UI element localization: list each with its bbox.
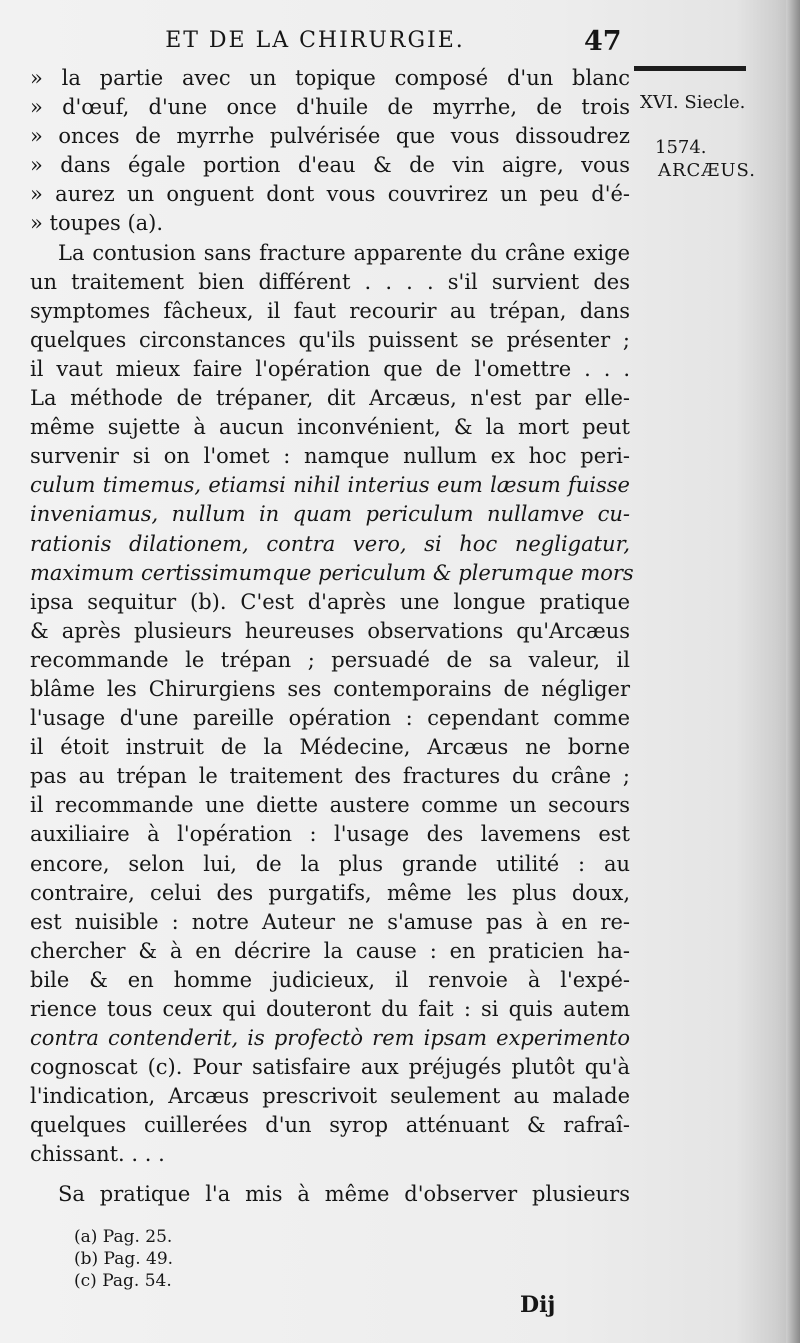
footnote-b: (b) Pag. 49. (74, 1249, 174, 1269)
text-line: encore, selon lui, de la plus grande utilité : au (30, 851, 630, 876)
text-line: l'usage d'une pareille opération : cependant comme (30, 706, 630, 731)
text-line: l'indication, Arcæus prescrivoit seulement au malade (30, 1084, 630, 1109)
body-text (30, 64, 634, 1209)
text-line: Sa pratique l'a mis à même d'observer plusieurs (58, 1181, 630, 1206)
signature-mark: Dij (520, 1292, 556, 1318)
text-line: symptomes fâcheux, il faut recourir au trépan, dans (30, 298, 630, 323)
text-line: ipsa sequitur (b). C'est d'après une longue pratique (30, 589, 630, 614)
text-line: un traitement bien différent . . . . s'il survient des (30, 269, 630, 294)
text-line: survenir si on l'omet : namque nullum ex hoc peri- (30, 444, 630, 469)
text-line: contra contenderit, is profectò rem ipsam experimento (30, 1026, 630, 1051)
text-line: cognoscat (c). Pour satisfaire aux préjugés plutôt qu'à (30, 1055, 630, 1080)
footnotes (74, 1226, 173, 1292)
text-line: il vaut mieux faire l'opération que de l'omettre . . . (30, 356, 630, 381)
text-line: » dans égale portion d'eau & de vin aigre, vous (30, 153, 630, 178)
text-line: même sujette à aucun inconvénient, & la mort peut (30, 415, 630, 440)
paragraph-gap (30, 1170, 630, 1180)
text-line: chissant. . . . (30, 1142, 165, 1167)
page-number: 47 (584, 26, 622, 57)
page-edge-shadow (786, 0, 800, 1343)
text-line: culum timemus, etiamsi nihil interius eum læsum fuisse (30, 473, 630, 498)
text-line: il étoit instruit de la Médecine, Arcæus ne borne (30, 735, 630, 760)
text-line: est nuisible : notre Auteur ne s'amuse pas à en re- (30, 909, 630, 934)
footnote-a: (a) Pag. 25. (74, 1227, 173, 1247)
text-line: » onces de myrrhe pulvérisée que vous dissoudrez (30, 124, 630, 149)
text-line: recommande le trépan ; persuadé de sa valeur, il (30, 647, 630, 672)
text-line: » toupes (a). (30, 211, 164, 236)
text-line: » d'œuf, d'une once d'huile de myrrhe, de trois (30, 95, 630, 120)
footnote-c: (c) Pag. 54. (74, 1271, 172, 1291)
running-title: ET DE LA CHIRURGIE. (165, 28, 465, 53)
text-line: maximum certissimumque periculum & plerumque mors (30, 560, 634, 585)
margin-note-author: ARCÆUS. (658, 160, 756, 181)
text-line: » aurez un onguent dont vous couvrirez un peu d'é- (30, 182, 630, 207)
text-line: La contusion sans fracture apparente du crâne exige (58, 240, 630, 265)
margin-note-year: 1574. (655, 137, 707, 158)
text-line: blâme les Chirurgiens ses contemporains de négliger (30, 676, 630, 701)
text-line: » la partie avec un topique composé d'un blanc (30, 66, 630, 90)
text-line: chercher & à en décrire la cause : en praticien ha- (30, 938, 630, 963)
text-line: bile & en homme judicieux, il renvoie à l'expé- (30, 967, 630, 992)
text-line: quelques cuillerées d'un syrop atténuant & rafraî- (30, 1113, 630, 1138)
text-line: auxiliaire à l'opération : l'usage des lavemens est (30, 822, 630, 847)
text-line: il recommande une diette austere comme un secours (30, 793, 630, 818)
text-line: contraire, celui des purgatifs, même les plus doux, (30, 880, 630, 905)
margin-note-century: XVI. Siecle. (640, 92, 746, 113)
text-line: rience tous ceux qui douteront du fait : si quis autem (30, 997, 630, 1021)
text-line: pas au trépan le traitement des fractures du crâne ; (30, 764, 630, 789)
text-line: quelques circonstances qu'ils puissent se présenter ; (30, 327, 630, 352)
text-line: rationis dilationem, contra vero, si hoc negligatur, (30, 531, 630, 556)
text-line: & après plusieurs heureuses observations qu'Arcæus (30, 618, 630, 643)
text-line: La méthode de trépaner, dit Arcæus, n'est par elle- (30, 386, 630, 411)
text-line: inveniamus, nullum in quam periculum nullamve cu- (30, 502, 630, 527)
margin-rule (634, 66, 746, 71)
